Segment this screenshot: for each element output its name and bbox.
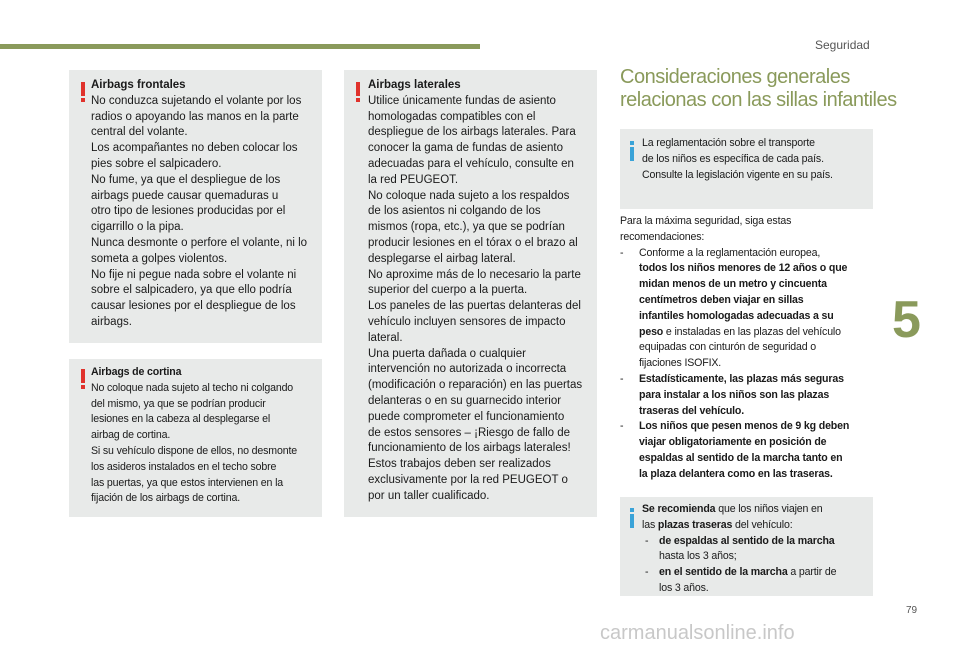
text-line: homologadas compatibles con el <box>368 110 536 123</box>
heading-line: Consideraciones generales <box>620 66 850 88</box>
text-line: pies sobre el salpicadero. <box>91 157 222 170</box>
list-item <box>620 246 880 372</box>
text-line: Consulte la legislación vigente en su país. <box>642 168 833 181</box>
text-line: despliegue de los airbags laterales. Para <box>368 126 576 139</box>
page-number: 79 <box>906 605 918 616</box>
bullet-dash: - <box>620 420 624 433</box>
text-line: No coloque nada sujeto a los respaldos <box>368 189 570 202</box>
text-line: delanteras o en su guarnecido interior <box>368 394 562 407</box>
text-line: recomendaciones: <box>620 230 705 243</box>
text-line: los asideros instalados en el techo sobre <box>91 460 277 473</box>
text-line: No fije ni pegue nada sobre el volante ni <box>91 268 297 281</box>
text-line: exclusivamente por la red PEUGEOT o <box>368 473 568 486</box>
text-line: (modificación o reparación) en las puertas <box>368 379 583 392</box>
bullet-dash: - <box>645 534 649 547</box>
info-icon <box>627 141 637 163</box>
info-box-recommendation <box>620 497 873 596</box>
warning-icon <box>81 82 85 102</box>
warning-box-side-airbags <box>344 70 597 517</box>
box-title: Airbags de cortina <box>91 366 182 378</box>
info-icon <box>627 508 637 530</box>
text-line: vehículo incluyen sensores de impacto <box>368 315 566 328</box>
text-line: para instalar a los niños son las plazas <box>639 388 830 401</box>
text-line: No conduzca sujetando el volante por los <box>91 94 302 107</box>
text-line: de los asientos ni colgando de los <box>368 205 541 218</box>
text-span: las <box>642 518 658 531</box>
text-line: por un taller cualificado. <box>368 489 490 502</box>
watermark: carmanualsonline.info <box>600 622 795 644</box>
text-line: de los niños es específica de cada país. <box>642 152 824 165</box>
text-line: traseras del vehículo. <box>639 404 745 417</box>
text-line: superior del cuerpo a la puerta. <box>368 284 528 297</box>
text-line: Conforme a la reglamentación europea, <box>639 246 821 259</box>
bullet-dash: - <box>620 246 624 259</box>
text-line: todos los niños menores de 12 años o que <box>639 262 848 275</box>
bullet-dash: - <box>645 566 649 579</box>
text-line: las puertas, ya que estos intervienen en la <box>91 476 284 489</box>
text-line: funcionamiento de los airbags laterales! <box>368 442 571 455</box>
warning-icon <box>356 82 360 102</box>
text-line: Estos trabajos deben ser realizados <box>368 458 551 471</box>
text-line: mismos (ropa, etc.), ya que se podrían <box>368 221 565 234</box>
text-line: viajar obligatoriamente en posición de <box>639 436 827 449</box>
bullet-dash: - <box>620 372 624 385</box>
text-line: Los niños que pesen menos de 9 kg deben <box>639 420 850 433</box>
text-line: airbags. <box>91 315 132 328</box>
heading-line: relacionas con las sillas infantiles <box>620 89 897 111</box>
text-line: No aproxime más de lo necesario la parte <box>368 268 581 281</box>
text-line: de espaldas al sentido de la marcha <box>659 534 835 547</box>
warning-icon <box>81 369 85 389</box>
info-box-regulation <box>620 129 873 209</box>
text-line: someta a golpes violentos. <box>91 252 228 265</box>
text-line: radios o apoyando las manos en la parte <box>91 110 299 123</box>
text-line: Para la máxima seguridad, siga estas <box>620 215 792 227</box>
text-line: la red PEUGEOT. <box>368 173 459 186</box>
text-line: causar lesiones por el despliegue de los <box>91 300 296 313</box>
list-item <box>642 565 836 597</box>
list-item <box>620 419 880 482</box>
bold-span: en el sentido de la marcha <box>659 566 788 579</box>
text-line: intervención no autorizada o incorrecta <box>368 363 567 376</box>
text-line: espaldas al sentido de la marcha tanto en <box>639 451 843 464</box>
text-line: Una puerta dañada o cualquier <box>368 347 526 360</box>
list-item <box>620 372 880 419</box>
text-line: Nunca desmonte o perfore el volante, ni lo <box>91 236 308 249</box>
text-span: del vehículo: <box>732 518 793 531</box>
text-line: sobre el salpicadero, ya que ello podría <box>91 284 292 297</box>
text-line: los 3 años. <box>659 581 709 594</box>
text-line: infantiles homologadas adecuadas a su <box>639 309 834 322</box>
text-line: No coloque nada sujeto al techo ni colgando <box>91 381 294 394</box>
text-line: desplegarse el airbag lateral. <box>368 252 516 265</box>
bold-span: plazas traseras <box>657 518 733 531</box>
text-line: Utilice únicamente fundas de asiento <box>368 94 556 107</box>
text-line: central del volante. <box>91 126 188 139</box>
text-line: del mismo, ya que se podrían producir <box>91 397 266 410</box>
text-line: Los paneles de las puertas delanteras del <box>368 300 581 313</box>
text-line: la plaza delantera como en las traseras. <box>639 467 833 480</box>
text-span: que los niños viajen en <box>715 503 823 515</box>
chapter-number: 5 <box>892 291 921 349</box>
text-line: fijación de los airbags de cortina. <box>91 492 241 505</box>
text-line: fijaciones ISOFIX. <box>639 357 722 370</box>
header-rule <box>0 44 480 49</box>
text-line: puede comprometer el funcionamiento <box>368 410 565 423</box>
text-line: conocer la gama de fundas de asiento <box>368 142 563 155</box>
text-line: hasta los 3 años; <box>659 550 737 563</box>
warning-box-frontal-airbags <box>69 70 322 343</box>
box-title: Airbags laterales <box>368 79 461 91</box>
section-heading <box>620 66 897 112</box>
text-line: cigarrillo o la pipa. <box>91 221 184 234</box>
text-line: producir lesiones en el tórax o el brazo al <box>368 236 578 249</box>
text-line: equipadas con cinturón de seguridad o <box>639 341 817 354</box>
text-span: a partir de <box>787 566 837 579</box>
text-line: otro tipo de lesiones producidas por el <box>91 205 286 218</box>
list-item <box>642 534 836 566</box>
text-line: de estos sensores – ¡Riesgo de fallo de <box>368 426 571 439</box>
text-line: lesiones en la cabeza al desplegarse el <box>91 413 271 426</box>
bold-word: peso <box>639 325 664 338</box>
text-line: airbags puede causar quemaduras u <box>91 189 279 202</box>
text-line: No fume, ya que el despliegue de los <box>91 173 281 186</box>
section-name: Seguridad <box>815 38 870 52</box>
text-line: La reglamentación sobre el transporte <box>642 137 815 149</box>
text-span: e instaladas en las plazas del vehículo <box>663 325 841 338</box>
recommendations <box>620 214 880 483</box>
text-line: adecuadas para el vehículo, consulte en <box>368 157 574 170</box>
bold-span: Se recomienda <box>642 503 716 515</box>
text-line: airbag de cortina. <box>91 429 171 442</box>
box-title: Airbags frontales <box>91 79 186 91</box>
text-line: centímetros deben viajar en sillas <box>639 293 804 306</box>
text-line: Los acompañantes no deben colocar los <box>91 142 298 155</box>
text-line: Si su vehículo dispone de ellos, no desmonte <box>91 444 297 457</box>
text-line: Estadísticamente, las plazas más seguras <box>639 372 844 385</box>
text-line: lateral. <box>368 331 403 344</box>
warning-box-curtain-airbags <box>69 359 322 517</box>
text-line: midan menos de un metro y cincuenta <box>639 278 827 291</box>
